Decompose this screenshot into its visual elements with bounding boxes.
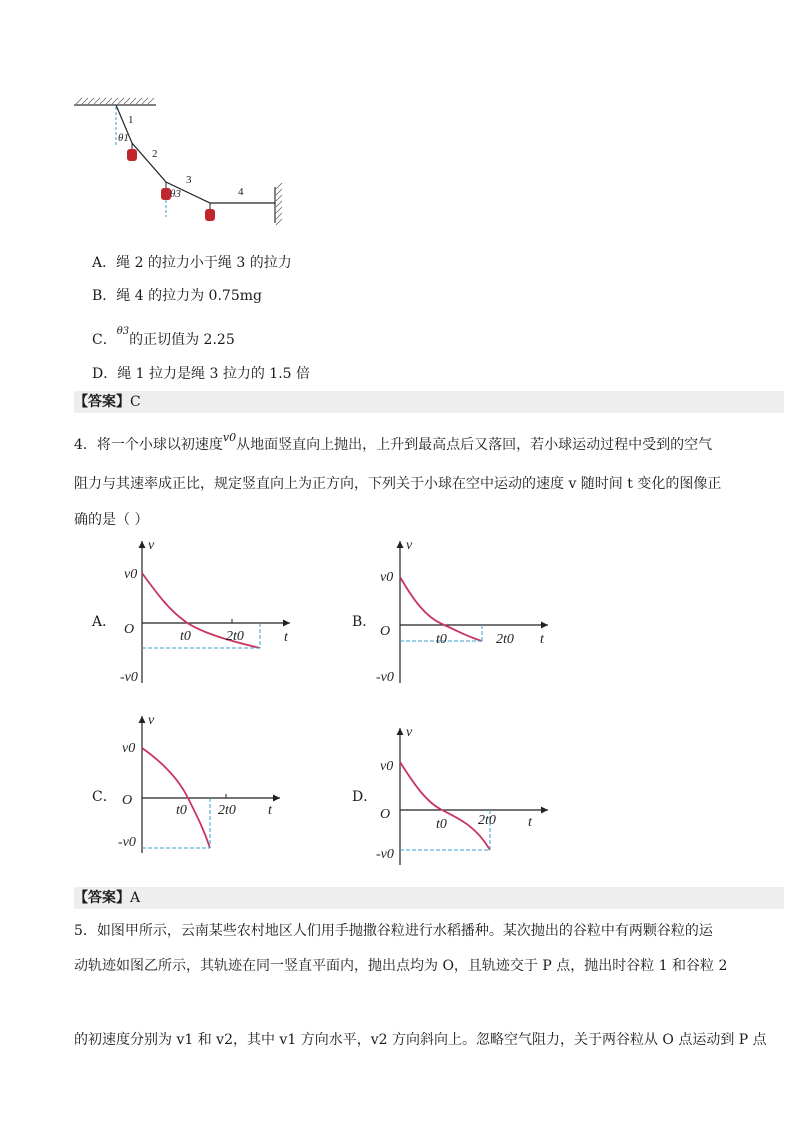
graph-b-origin: O: [380, 624, 391, 639]
graph-c-v0: v0: [122, 741, 136, 756]
angle-theta3: θ3: [170, 188, 181, 200]
graph-b: [368, 533, 558, 688]
graph-d-t-label: t: [528, 815, 532, 830]
graph-c-2t0: 2t0: [218, 803, 236, 818]
q3-option-b: B．绳 4 的拉力为 0.75mg: [92, 288, 262, 304]
graph-b-label: B．: [352, 614, 377, 630]
graph-c-neg-v0: -v0: [118, 835, 136, 850]
q5-line-3: 的初速度分别为 v1 和 v2，其中 v1 方向水平，v2 方向斜向上。忽略空气阻力，关于两谷粒从 O 点运动到 P 点: [74, 1032, 767, 1048]
graph-d-label: D．: [352, 789, 378, 805]
answer-bar-q4: 【答案】A: [74, 887, 784, 909]
graph-a-neg-v0: -v0: [120, 670, 138, 685]
graph-d-origin: O: [380, 807, 391, 822]
graph-c-t0: t0: [176, 803, 187, 818]
q4-line-3: 确的是（ ）: [74, 512, 149, 528]
graph-d: [368, 720, 558, 870]
q3-option-c: C．$^{\theta 3}$的正切值为 2.25: [92, 326, 235, 348]
angle-theta1: θ1: [118, 132, 129, 144]
graph-a-v-label: v: [148, 538, 155, 553]
graph-d-neg-v0: -v0: [376, 847, 394, 862]
answer-bar-q3: 【答案】C: [74, 391, 784, 413]
graph-b-v-label: v: [406, 538, 413, 553]
graph-a-label: A．: [92, 614, 117, 630]
graph-a-t-label: t: [284, 630, 288, 645]
graph-b-2t0: 2t0: [496, 632, 514, 647]
rope-label-4: 4: [238, 186, 244, 198]
graph-a-t0: t0: [180, 629, 191, 644]
graph-a-2t0: 2t0: [226, 629, 244, 644]
graph-b-v0: v0: [380, 570, 394, 585]
graph-b-neg-v0: -v0: [376, 670, 394, 685]
graph-c-v-label: v: [148, 713, 155, 728]
graph-c-label: C．: [92, 789, 117, 805]
graph-a: [110, 533, 300, 688]
graph-c-t-label: t: [268, 803, 272, 818]
graph-d-v0: v0: [380, 759, 394, 774]
q5-line-1: 5．如图甲所示，云南某些农村地区人们用手抛撒谷粒进行水稻播种。某次抛出的谷粒中有两颗谷粒的运: [74, 923, 713, 939]
rope-figure: [70, 95, 300, 235]
rope-label-3: 3: [186, 174, 192, 186]
graph-c: [110, 708, 300, 858]
q4-line-1: 4．将一个小球以初速度$^{v0}$从地面竖直向上抛出，上升到最高点后又落回，若小球运动过程中受到的空气: [74, 431, 713, 453]
graph-c-origin: O: [122, 793, 133, 808]
q3-option-d: D．绳 1 拉力是绳 3 拉力的 1.5 倍: [92, 366, 311, 382]
q5-line-2: 动轨迹如图乙所示，其轨迹在同一竖直平面内，抛出点均为 O，且轨迹交于 P 点，抛出时谷粒 1 和谷粒 2: [74, 958, 728, 974]
rope-label-1: 1: [128, 114, 134, 126]
q3-option-a: A．绳 2 的拉力小于绳 3 的拉力: [92, 255, 292, 271]
graph-d-v-label: v: [406, 725, 413, 740]
graph-d-t0: t0: [436, 817, 447, 832]
graph-b-t-label: t: [540, 632, 544, 647]
graph-b-t0: t0: [436, 632, 447, 647]
graph-a-v0: v0: [124, 567, 138, 582]
q4-line-2: 阻力与其速率成正比，规定竖直向上为正方向，下列关于小球在空中运动的速度 v 随时间 t 变化的图像正: [74, 476, 722, 492]
graph-a-origin: O: [124, 622, 135, 637]
graph-d-2t0: 2t0: [478, 813, 496, 828]
rope-label-2: 2: [152, 148, 158, 160]
